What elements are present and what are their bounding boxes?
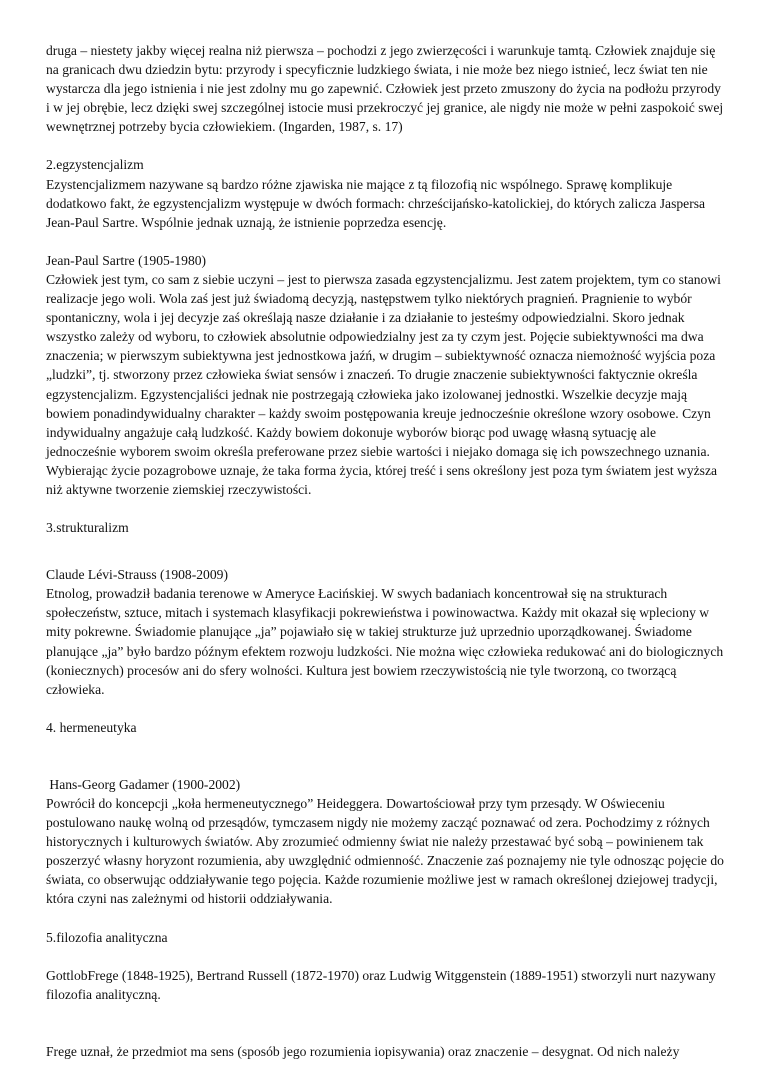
levi-strauss-paragraph: Etnolog, prowadził badania terenowe w Ameryce Łacińskiej. W swych badaniach koncentrował się na strukturach społeczeństw, sztuce, mitach i systemach klasyfikacji pokrewieństwa i powinowactwa. Każdy mit okazał się wpleciony w mity pokrewne. Świadomie planujące „ja” pojawiało się w takiej strukturze już uprzednio uporządkowanej. Świadome planujące „ja” było bardzo późnym efektem rozwoju ludzkości. Nie można więc człowieka redukować ani do biologicznych (koniecznych) procesów ani do sfery wolności. Kultura jest bowiem rzeczywistością nie tyle tworzoną, co tworzącą człowieka. — [46, 586, 724, 697]
section-heading-hermeneutyka: 4. hermeneutyka — [46, 719, 137, 735]
document-page — [46, 41, 726, 1061]
filozofia-analityczna-paragraph: GottlobFrege (1848-1925), Bertrand Russell (1872-1970) oraz Ludwig Witggenstein (1889-1951) stworzyli nurt nazywany filozofia analityczną. — [46, 967, 716, 1002]
author-levi-strauss: Claude Lévi-Strauss (1908-2009) — [46, 567, 228, 583]
author-sartre: Jean-Paul Sartre (1905-1980) — [46, 252, 207, 268]
egzystencjalizm-paragraph: Ezystencjalizmem nazywane są bardzo różne zjawiska nie mające z tą filozofią nic wspólnego. Sprawę komplikuje dodatkowo fakt, że egzystencjalizm występuje w dwóch formach: chrześcijańsko-katolickiej, do których zalicza Jaspersa Jean-Paul Sartre. Wspólnie jednak uznają, że istnienie poprzedza esencję. — [46, 176, 706, 230]
section-heading-egzystencjalizm: 2.egzystencjalizm — [46, 157, 144, 173]
section-heading-filozofia-analityczna: 5.filozofia analityczna — [46, 929, 168, 945]
author-gadamer: Hans-Georg Gadamer (1900-2002) — [46, 776, 241, 792]
gadamer-paragraph: Powrócił do koncepcji „koła hermeneutycznego” Heideggera. Dowartościował przy tym przesądy. W Oświeceniu postulowano naukę wolną od przesądów, tymczasem nigdy nie możemy zacząć poznawać od zera. Pochodzimy z różnych historycznych i kulturowych światów. Aby zrozumieć odmienny świat nie należy przestawać być sobą – powinienem tak poszerzyć własny horyzont rozumienia, aby uwzględnić odmienność. Znaczenie zaś poznajemy nie tyle odnosząc pojęcie do świata, co obserwując oddziaływanie tego pojęcia. Każde rozumienie możliwe jest w ramach określonej dziejowej tradycji, która czyni nas zależnymi od historii oddziaływania. — [46, 796, 724, 907]
frege-paragraph: Frege uznał, że przedmiot ma sens (sposób jego rozumienia iopisywania) oraz znaczenie – desygnat. Od nich należy — [46, 1043, 680, 1059]
sartre-paragraph: Człowiek jest tym, co sam z siebie uczyni – jest to pierwsza zasada egzystencjalizmu. Jest zatem projektem, tym co stanowi realizacje jego woli. Wola zaś jest już świadomą decyzją, następstwem tylko niektórych pragnień. Pragnienie to wybór spontaniczny, wola i jej decyzje zaś określają nasze działanie i za działanie to jesteśmy odpowiedzialni. Skoro jednak wszystko zależy od wyboru, to człowiek absolutnie odpowiedzialny jest za ty czym jest. Pojęcie subiektywności ma dwa znaczenia; w pierwszym subiektywna jest jednostkowa jaźń, w drugim – subiektywność oznacza niemożność wyjścia poza „ludzki”, tj. stworzony przez człowieka świat sensów i znaczeń. To drugie znaczenie subiektywności faktycznie określa egzystencjalizm. Egzystencjaliści jednak nie postrzegają człowieka jako izolowanej jednostki. Wszelkie decyzje mają bowiem ponadindywidualny charakter – każdy swoim postępowania kreuje jednocześnie określone wzory osobowe. Czyn indywidualny angażuje całą ludzkość. Każdy bowiem dokonuje wyborów biorąc pod uwagę własną sytuację ale jednocześnie wyborem swoim określa preferowane przez siebie wartości i niejako domaga się ich powszechnego uznania. Wybierając życie pozagrobowe uznaje, że taka forma życia, której treść i sens określony jest poza tym światem jest wyższa niż aktywne tworzenie ziemskiej rzeczywistości. — [46, 271, 721, 497]
section-heading-strukturalizm: 3.strukturalizm — [46, 520, 129, 536]
intro-paragraph: druga – niestety jakby więcej realna niż pierwsza – pochodzi z jego zwierzęcości i warunkuje tamtą. Człowiek znajduje się na granicach dwu dziedzin bytu: przyrody i specyficznie ludzkiego świata, i nie może bez niego istnieć, lecz świat ten nie wystarcza dla jego istnienia i nie jest zdolny mu go zapewnić. Człowiek jest przeto zmuszony do życia na podłożu przyrody i w jej obrębie, lecz dzięki swej szczególnej istocie musi przekroczyć jej granice, ale nigdy nie może w pełni zaspokoić swej wewnętrznej potrzeby bycia człowiekiem. (Ingarden, 1987, s. 17) — [46, 43, 724, 135]
